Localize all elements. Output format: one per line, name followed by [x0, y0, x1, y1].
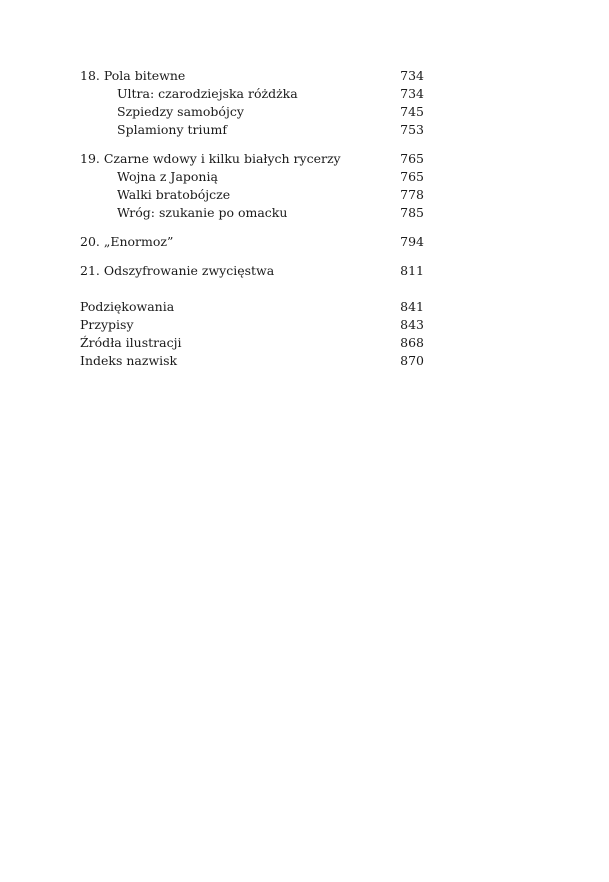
toc-chapter-21[interactable] — [80, 262, 424, 280]
toc-entry-page: 794 — [400, 234, 424, 249]
spacer — [80, 251, 424, 262]
toc-entry-page: 841 — [400, 299, 424, 314]
toc-entry-title: Walki bratobójcze — [117, 187, 231, 202]
toc-entry-page: 745 — [400, 104, 424, 119]
toc-subentry[interactable] — [80, 103, 424, 121]
toc-entry-title: Źródła ilustracji — [80, 335, 182, 350]
spacer — [80, 222, 424, 233]
toc-subentry[interactable] — [80, 121, 424, 139]
toc-back-matter-entry[interactable] — [80, 334, 424, 352]
toc-chapter-18[interactable] — [80, 67, 424, 85]
toc-entry-page: 765 — [400, 169, 424, 184]
toc-subentry[interactable] — [80, 85, 424, 103]
toc-entry-title: Indeks nazwisk — [80, 353, 178, 368]
toc-entry-page: 811 — [400, 263, 424, 278]
toc-entry-page: 868 — [400, 335, 424, 350]
toc-entry-page: 753 — [400, 122, 424, 137]
toc-back-matter-entry[interactable] — [80, 316, 424, 334]
toc-subentry[interactable] — [80, 204, 424, 222]
toc-entry-title: Podziękowania — [80, 299, 175, 314]
toc-back-matter-entry[interactable] — [80, 352, 424, 370]
toc-entry-page: 765 — [400, 151, 424, 166]
toc-entry-title: Przypisy — [80, 317, 134, 332]
toc-entry-title: Szpiedzy samobójcy — [117, 104, 244, 119]
toc-entry-title: Splamiony triumf — [117, 122, 228, 137]
spacer — [80, 139, 424, 150]
toc-entry-page: 843 — [400, 317, 424, 332]
toc-entry-title: Wróg: szukanie po omacku — [117, 205, 288, 220]
toc-entry-page: 785 — [400, 205, 424, 220]
toc-entry-page: 734 — [400, 68, 424, 83]
toc-subentry[interactable] — [80, 168, 424, 186]
toc-subentry[interactable] — [80, 186, 424, 204]
toc-chapter-20[interactable] — [80, 233, 424, 251]
toc-entry-page: 734 — [400, 86, 424, 101]
toc-entry-title: Wojna z Japonią — [117, 169, 218, 184]
toc-entry-title: 21. Odszyfrowanie zwycięstwa — [80, 263, 275, 278]
toc-entry-title: Ultra: czarodziejska różdżka — [117, 86, 298, 101]
toc-entry-title: 19. Czarne wdowy i kilku białych rycerzy — [80, 151, 341, 166]
toc-entry-title: 18. Pola bitewne — [80, 68, 186, 83]
toc-back-matter-entry[interactable] — [80, 298, 424, 316]
spacer — [80, 280, 424, 298]
toc-entry-page: 778 — [400, 187, 424, 202]
toc-entry-title: 20. „Enormoz” — [80, 234, 174, 249]
toc-entry-page: 870 — [400, 353, 424, 368]
table-of-contents — [80, 67, 424, 370]
toc-chapter-19[interactable] — [80, 150, 424, 168]
